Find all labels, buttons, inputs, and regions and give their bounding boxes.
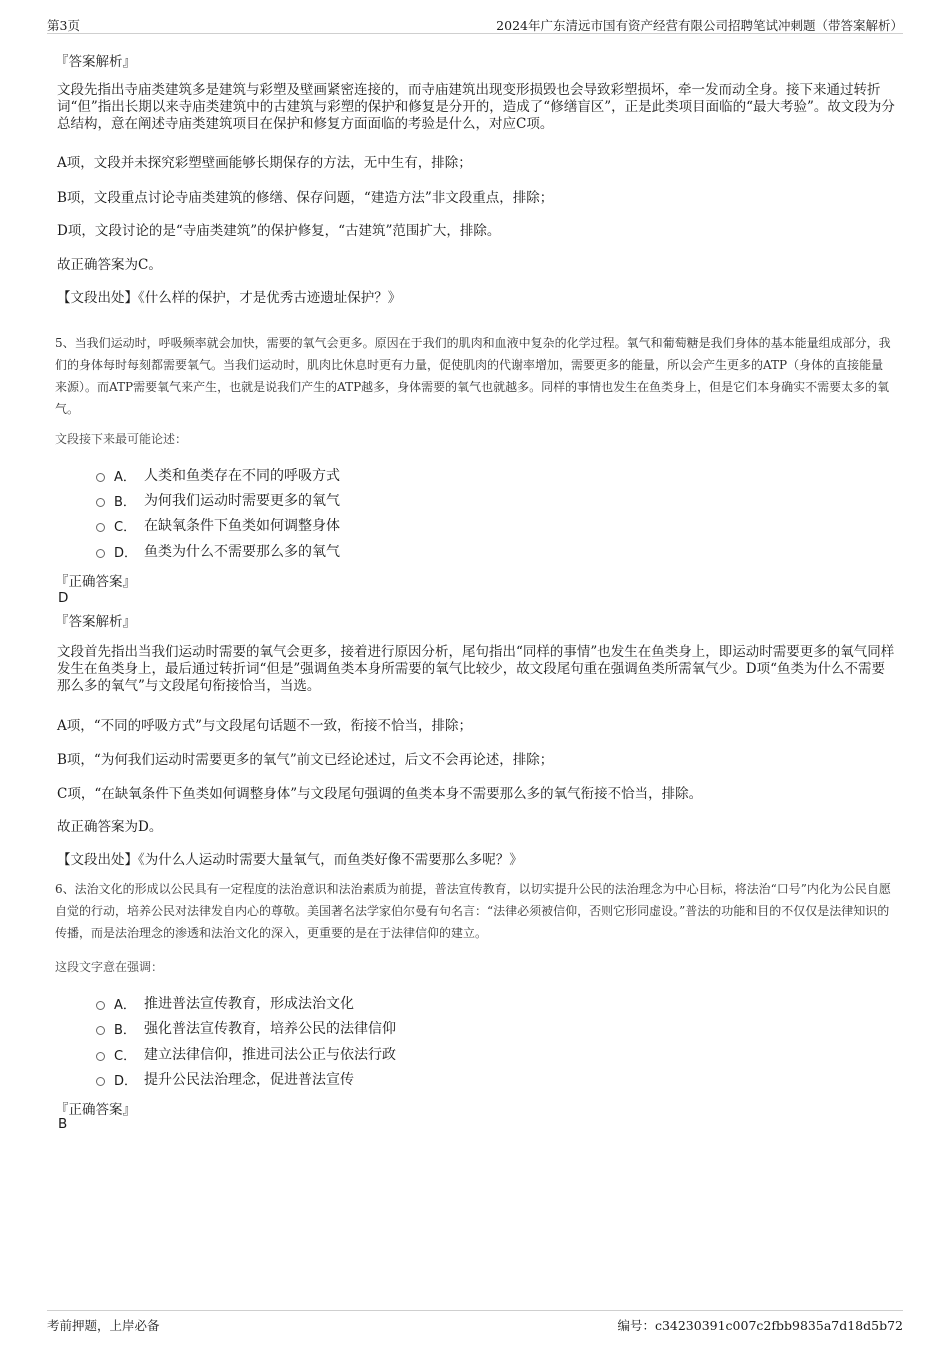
page-footer [47,1310,903,1336]
option-letter: B． [114,1022,136,1038]
option-letter: A． [114,997,136,1013]
q6-option-a[interactable] [96,993,354,1013]
q6-option-d[interactable] [96,1069,354,1089]
option-text: 强化普法宣传教育，培养公民的法律信仰 [144,1021,396,1037]
q5-analysis-label: 『答案解析』 [55,614,136,630]
q5-source: 【文段出处】《为什么人运动时需要大量氧气，而鱼类好像不需要那么多呢？》 [57,852,523,868]
radio-button-icon[interactable] [96,1077,105,1086]
option-text: 人类和鱼类存在不同的呼吸方式 [144,468,340,484]
option-text: 为何我们运动时需要更多的氧气 [144,493,340,509]
q5-option-b[interactable] [96,490,340,510]
option-text: 建立法律信仰，推进司法公正与依法行政 [144,1047,396,1063]
option-letter: C． [114,1048,137,1064]
document-title: 2024年广东清远市国有资产经营有限公司招聘笔试冲刺题（带答案解析） [496,18,903,33]
option-text: 提升公民法治理念，促进普法宣传 [144,1072,354,1088]
q5-option-a[interactable] [96,465,340,485]
q4-conclusion: 故正确答案为C。 [57,257,162,273]
q5-analysis-text: 文段首先指出当我们运动时需要的氧气会更多，接着进行原因分析，尾句指出“同样的事情”也发生在鱼类身上，即运动时需要更多的氧气同样发生在鱼类身上，最后通过转折词“但是”强调鱼类本身所需要的氧气比较少，故文段尾句重在强调鱼类所需氧气少。D项“鱼类为什么不需要那么多的氧气”与文段尾句衔接恰当，当选。 [57,644,895,694]
q4-analysis-label: 『答案解析』 [55,54,136,70]
radio-button-icon[interactable] [96,498,105,507]
option-text: 在缺氧条件下鱼类如何调整身体 [144,518,340,534]
q5-option-c-explanation: C项，“在缺氧条件下鱼类如何调整身体”与文段尾句强调的鱼类本身不需要那么多的氧气衔接不恰当，排除。 [57,786,703,802]
radio-button-icon[interactable] [96,473,105,482]
q5-option-c[interactable] [96,515,340,535]
q5-correct-answer: D [58,590,69,606]
q6-correct-label: 『正确答案』 [55,1102,136,1118]
radio-button-icon[interactable] [96,1026,105,1035]
q4-option-b-explanation: B项，文段重点讨论寺庙类建筑的修缮、保存问题，“建造方法”非文段重点，排除； [57,190,554,206]
option-text: 鱼类为什么不需要那么多的氧气 [144,544,340,560]
radio-button-icon[interactable] [96,1001,105,1010]
q5-option-d[interactable] [96,541,340,561]
radio-button-icon[interactable] [96,549,105,558]
q4-source: 【文段出处】《什么样的保护，才是优秀古迹遗址保护？》 [57,290,402,306]
q6-prompt: 这段文字意在强调： [55,960,164,974]
q5-option-b-explanation: B项，“为何我们运动时需要更多的氧气”前文已经论述过，后文不会再论述，排除； [57,752,554,768]
q6-correct-answer: B [58,1116,68,1132]
option-letter: A． [114,469,136,485]
q4-option-a-explanation: A项，文段并未探究彩塑壁画能够长期保存的方法，无中生有，排除； [57,155,472,171]
option-letter: D． [114,1073,138,1089]
q5-conclusion: 故正确答案为D。 [57,819,163,835]
q6-option-c[interactable] [96,1044,396,1064]
page-number: 第3页 [47,18,80,33]
radio-button-icon[interactable] [96,1052,105,1061]
q5-prompt: 文段接下来最可能论述： [55,432,188,446]
option-letter: C． [114,519,137,535]
q5-question-text: 5、当我们运动时，呼吸频率就会加快，需要的氧气会更多。原因在于我们的肌肉和血液中复杂的化学过程。氧气和葡萄糖是我们身体的基本能量组成部分，我们的身体每时每刻都需要氧气。当我们运动时，肌肉比休息时更有力量，促使肌肉的代谢率增加，需要更多的能量，所以会产生更多的ATP（身体的直接能量来源）。而ATP需要氧气来产生，也就是说我们产生的ATP越多，身体需要的氧气也就越多。同样的事情也发生在鱼类身上，但是它们本身确实不需要太多的氧气。 [55,336,891,416]
q4-option-d-explanation: D项，文段讨论的是“寺庙类建筑”的保护修复，“古建筑”范围扩大，排除。 [57,223,501,239]
q4-analysis-text: 文段先指出寺庙类建筑多是建筑与彩塑及壁画紧密连接的，而寺庙建筑出现变形损毁也会导致彩塑损坏，牵一发而动全身。接下来通过转折词“但”指出长期以来寺庙类建筑中的古建筑与彩塑的保护和修复是分开的，造成了“修缮盲区”，正是此类项目面临的“最大考验”。故文段为分总结构，意在阐述寺庙类建筑项目在保护和修复方面面临的考验是什么，对应C项。 [57,82,895,132]
option-letter: B． [114,494,136,510]
footer-slogan: 考前押题，上岸必备 [47,1318,160,1333]
document-id: 编号：c34230391c007c2fbb9835a7d18d5b72 [617,1318,903,1333]
q5-correct-label: 『正确答案』 [55,574,136,590]
radio-button-icon[interactable] [96,523,105,532]
option-letter: D． [114,545,138,561]
q6-question-text: 6、法治文化的形成以公民具有一定程度的法治意识和法治素质为前提，普法宣传教育，以切实提升公民的法治理念为中心目标，将法治“口号”内化为公民自愿自觉的行动，培养公民对法律发自内心的尊敬。美国著名法学家伯尔曼有句名言：“法律必须被信仰，否则它形同虚设。”普法的功能和目的不仅仅是法律知识的传播，而是法治理念的渗透和法治文化的深入，更重要的是在于法律信仰的建立。 [55,882,891,940]
q5-option-a-explanation: A项，“不同的呼吸方式”与文段尾句话题不一致，衔接不恰当，排除； [57,718,473,734]
option-text: 推进普法宣传教育，形成法治文化 [144,996,354,1012]
page-header [47,14,903,34]
q6-option-b[interactable] [96,1018,396,1038]
